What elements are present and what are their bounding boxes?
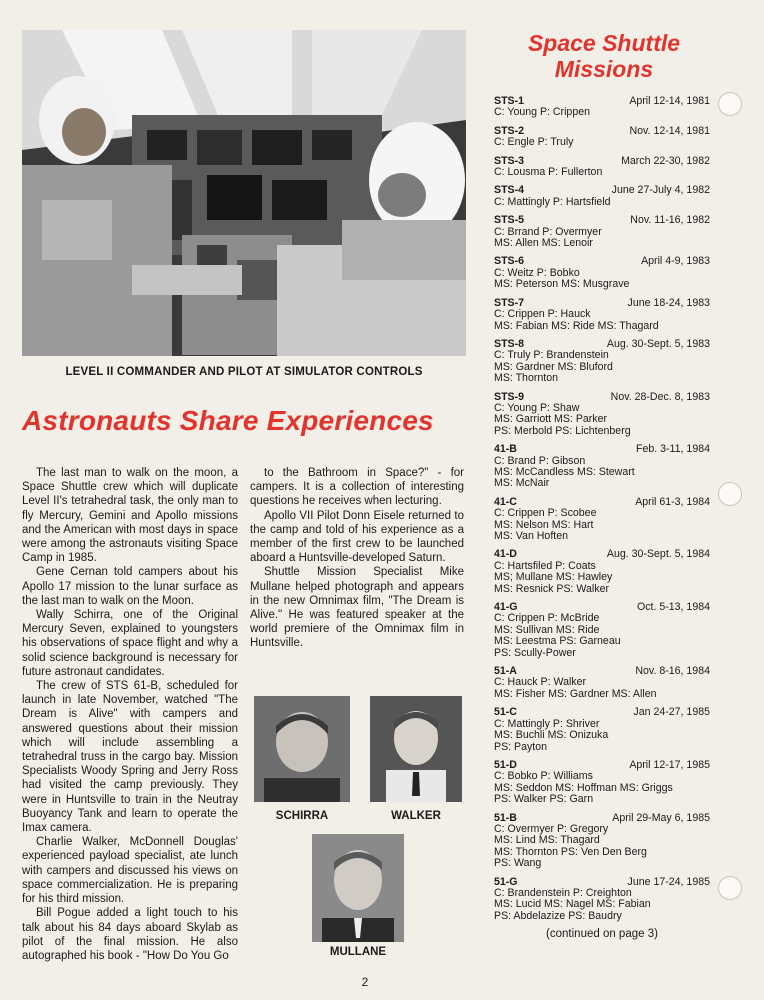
mission-id: STS-6 [494,255,525,268]
mission-crew-line: MS: Allen MS: Lenoir [494,237,593,250]
mission-entry [494,256,710,290]
mission-header [494,444,710,455]
mission-id: 41-C [494,495,517,508]
mission-id: STS-8 [494,337,525,350]
mission-crew-line: MS; Mullane MS: Hawley [494,571,613,584]
mission-crew-line: C: Mattingly P: Hartsfield [494,195,611,208]
missions-title [494,30,714,82]
mission-date: June 18-24, 1983 [627,296,710,309]
mission-date: April 4-9, 1983 [641,255,710,268]
mission-date: Nov. 11-16, 1982 [630,214,710,227]
mission-id: 51-C [494,706,517,719]
mission-crew-line: C: Crippen P: Scobee [494,507,597,520]
mission-crew-line: MS: Leestma PS: Garneau [494,635,621,648]
mission-crew-line: C: Brandenstein P: Creighton [494,886,632,899]
article-paragraph: Gene Cernan told campers about his Apollo 17 mission to the lunar surface as the last man to walk on the Moon. [22,566,238,607]
mission-header [494,215,710,226]
mission-crew-line: MS: Buchli MS: Onizuka [494,729,609,742]
mission-crew-line: PS: Abdelazize PS: Baudry [494,909,622,922]
mission-id: STS-9 [494,390,525,403]
continued-note: (continued on page 3) [546,928,658,941]
mission-date: Nov. 28-Dec. 8, 1983 [610,390,710,403]
mission-date: Nov. 8-16, 1984 [635,665,710,678]
mission-crew-line: MS: McCandless MS: Stewart [494,465,635,478]
mission-header [494,707,710,718]
article-paragraph: Wally Schirra, one of the Original Mercury Seven, explained to youngsters his observations of space flight and why a solid science background is necessary for future astronaut candidates. [22,609,238,678]
mission-crew-line: PS: Wang [494,857,542,870]
mission-crew-line: PS: Payton [494,740,547,753]
mission-crew-line: PS: Merbold PS: Lichtenberg [494,424,631,437]
mission-crew-line: C: Brrand P: Overmyer [494,225,602,238]
mission-date: Nov. 12-14, 1981 [629,124,710,137]
mission-crew-line: C: Weitz P: Bobko [494,266,580,279]
mission-entry [494,666,710,700]
mission-entry [494,339,710,385]
mission-date: April 29-May 6, 1985 [612,811,710,824]
binder-hole [718,876,742,900]
mission-id: STS-2 [494,124,525,137]
mission-id: STS-3 [494,154,525,167]
mission-crew-line: MS: Thornton [494,372,558,385]
mission-date: April 12-17, 1985 [629,758,710,771]
photo-caption: LEVEL II COMMANDER AND PILOT AT SIMULATOR CONTROLS [65,366,423,378]
mission-date: March 22-30, 1982 [621,154,710,167]
mission-entry [494,549,710,595]
binder-hole [718,92,742,116]
mission-id: 41-B [494,443,517,456]
mission-entry [494,877,710,923]
article-paragraph: The crew of STS 61-B, scheduled for launch in late November, watched "The Dream is Alive" with campers and answered questions about their mission which will include assembling a tetrahedral truss in the cargo bay. Mission Specialists Woody Spring and Jerry Ross had visited the camp previously. They were in Huntsville to train in the Neutray Buoyancy Tank and learn to operate the Imax camera. [22,680,238,835]
mission-entry [494,215,710,249]
mission-crew-line: MS: Fisher MS: Gardner MS: Allen [494,687,657,700]
mission-crew-line: MS: Seddon MS: Hoffman MS: Griggs [494,781,673,794]
mission-entry [494,156,710,179]
mission-crew-line: C: Truly P: Brandenstein [494,349,609,362]
mission-crew-line: C: Crippen P: Hauck [494,308,591,321]
mission-crew-line: C: Young P: Crippen [494,106,590,119]
mission-crew-line: MS: Thornton PS: Ven Den Berg [494,845,647,858]
schirra-portrait [254,696,350,802]
mission-crew-line: C: Lousma P: Fullerton [494,166,603,179]
article-paragraph: The last man to walk on the moon, a Space Shuttle crew which will duplicate Level II's tetrahedral task, the only man to fly Mercury, Gemini and Apollo missions and the American with most days in space were among the astronauts visiting Space Camp in 1985. [22,467,238,565]
walker-caption: WALKER [391,810,441,822]
mission-crew-line: MS: McNair [494,477,550,490]
walker-portrait [370,696,462,802]
article-paragraph: Apollo VII Pilot Donn Eisele returned to the camp and told of his experience as a member of the first crew to be launched aboard a Huntsville-developed Saturn. [250,509,464,565]
mission-id: STS-5 [494,214,525,227]
mission-id: STS-1 [494,95,525,107]
mission-crew-line: MS: Resnick PS: Walker [494,582,609,595]
mission-id: 51-A [494,665,517,678]
mission-crew-line: C: Crippen P: McBride [494,612,600,625]
schirra-caption: SCHIRRA [275,810,329,822]
missions-title-line-2: Missions [554,56,654,82]
mission-crew-line: MS: Gardner MS: Bluford [494,360,613,373]
mission-date: June 17-24, 1985 [627,875,710,888]
mission-entry [494,126,710,149]
mission-crew-line: MS: Garriott MS: Parker [494,413,608,426]
mission-entry [494,444,710,490]
mission-date: Aug. 30-Sept. 5, 1983 [606,337,710,350]
mission-crew-line: C: Bobko P: Williams [494,770,593,783]
mission-crew-line: C: Mattingly P: Shriver [494,717,600,730]
mission-crew-line: MS: Lind MS: Thagard [494,834,600,847]
mission-crew-line: C: Engle P: Truly [494,136,574,149]
mission-date: April 12-14, 1981 [629,95,710,107]
mission-date: Aug. 30-Sept. 5, 1984 [606,548,710,561]
mission-entry [494,185,710,208]
mission-date: Feb. 3-11, 1984 [635,443,710,456]
mission-crew-line: C: Brand P: Gibson [494,454,586,467]
mission-id: 41-D [494,548,517,561]
missions-list [494,96,710,941]
mullane-caption: MULLANE [329,946,387,958]
mission-date: June 27-July 4, 1982 [611,184,710,197]
article-paragraph: Shuttle Mission Specialist Mike Mullane helped photograph and appears in the new Omnimax film, "The Dream is Alive." He was featured speaker at the world premiere of the Omnimax film in Huntsville. [250,566,464,650]
mission-date: Jan 24-27, 1985 [633,706,710,719]
mission-crew-line: C: Overmyer P: Gregory [494,822,609,835]
article-column-2 [250,466,464,651]
mission-crew-line: PS: Walker PS: Garn [494,793,594,806]
mission-id: 51-G [494,875,518,888]
mission-entry [494,497,710,543]
mission-entry [494,813,710,870]
mission-crew-line: MS: Fabian MS: Ride MS: Thagard [494,319,659,332]
mission-crew-line: C: Young P: Shaw [494,401,580,414]
article-headline: Astronauts Share Experiences [22,405,434,436]
mission-crew-line: MS: Nelson MS: Hart [494,518,594,531]
article-paragraph: to the Bathroom in Space?" - for campers. It is a collection of interesting questions he receives when lecturing. [250,467,464,508]
mullane-portrait [312,834,404,942]
mission-date: Oct. 5-13, 1984 [636,601,710,614]
mission-crew-line: C: Hauck P: Walker [494,676,587,689]
mission-date: April 61-3, 1984 [635,495,710,508]
simulator-photo [22,30,466,356]
mission-crew-line: MS: Lucid MS: Nagel MS: Fabian [494,898,651,911]
mission-crew-line: MS: Peterson MS: Musgrave [494,278,630,291]
page-number: 2 [361,975,369,989]
mission-id: 51-D [494,758,517,771]
article-paragraph: Bill Pogue added a light touch to his talk about his 84 days aboard Skylab as pilot of the final mission. He also autographed his book - "How Do You Go [22,907,238,962]
mission-entry [494,602,710,659]
mission-id: STS-4 [494,184,525,197]
article-column-1 [22,466,238,963]
mission-crew-line: PS: Scully-Power [494,646,576,659]
mission-entry [494,707,710,753]
mission-id: 51-B [494,811,517,824]
mission-entry [494,96,710,119]
mission-entry [494,298,710,332]
mission-crew-line: MS: Sullivan MS: Ride [494,623,600,636]
mission-crew-line: MS: Van Hoften [494,530,568,542]
mission-id: 41-G [494,601,518,614]
mission-id: STS-7 [494,296,525,309]
mission-entry [494,392,710,438]
article-paragraph: Charlie Walker, McDonnell Douglas' experienced payload specialist, ate lunch with campers and discussed his views on space commercialization. He is preparing for his third mission. [22,836,238,906]
binder-hole [718,482,742,506]
mission-entry [494,760,710,806]
mission-crew-line: C: Hartsfiled P: Coats [494,559,596,572]
missions-title-line-1: Space Shuttle [527,30,681,56]
